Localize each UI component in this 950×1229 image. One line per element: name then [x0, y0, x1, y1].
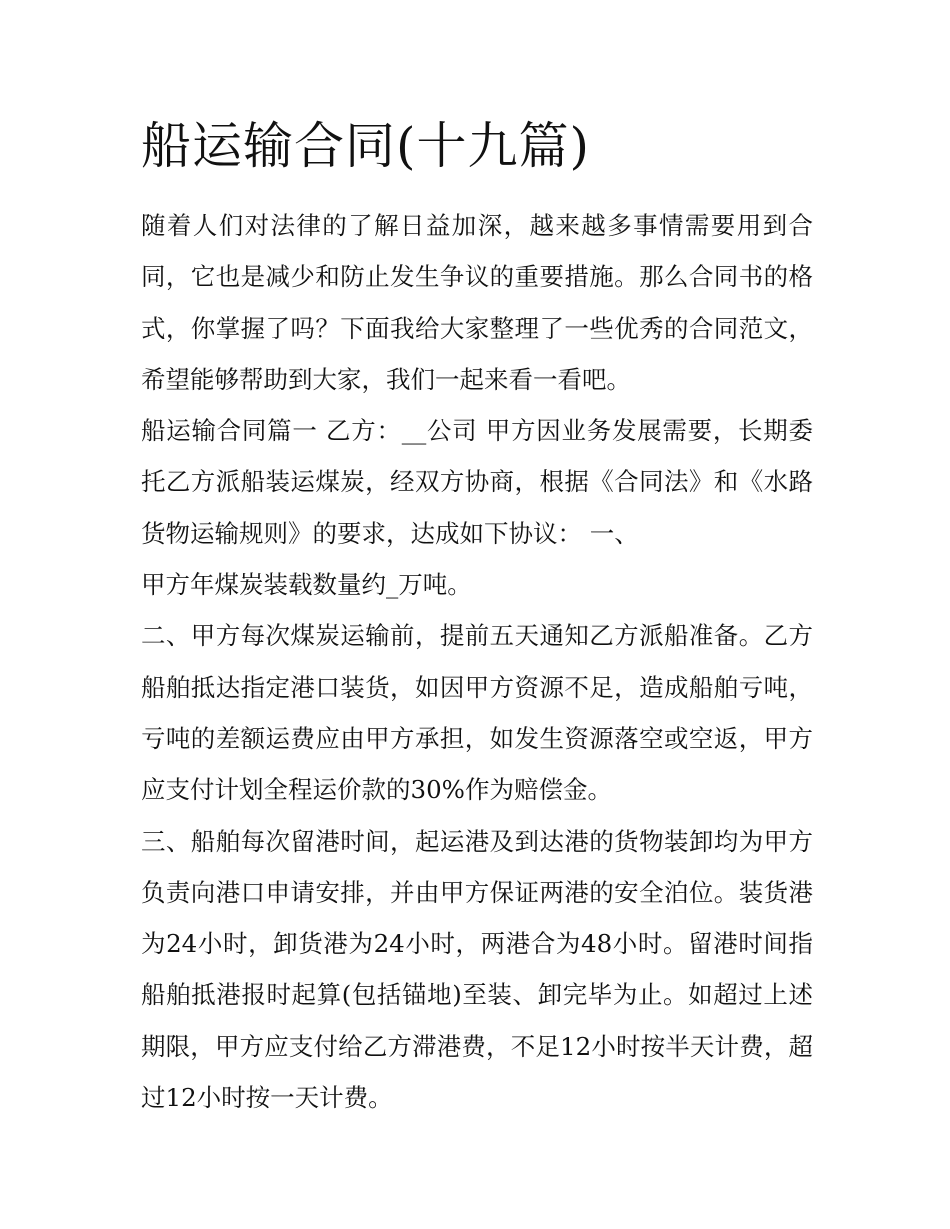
- document-title: 船运输合同(十九篇): [141, 117, 591, 175]
- paragraph-contract-opening: 船运输合同篇一 乙方：__公司 甲方因业务发展需要，长期委托乙方派船装运煤炭，经双方协商，根据《合同法》和《水路货物运输规则》的要求，达成如下协议： 一、: [141, 416, 813, 548]
- paragraph-clause-3: 三、船舶每次留港时间，起运港及到达港的货物装卸均为甲方负责向港口申请安排，并由甲方保证两港的安全泊位。装货港为24小时，卸货港为24小时，两港合为48小时。留港时间指船舶抵港报时起算(包括锚地)至装、卸完毕为止。如超过上述期限，甲方应支付给乙方滞港费，不足12小时按半天计费，超过12小时按一天计费。: [141, 826, 813, 1113]
- paragraph-clause-2: 二、甲方每次煤炭运输前，提前五天通知乙方派船准备。乙方船舶抵达指定港口装货，如因甲方资源不足，造成船舶亏吨，亏吨的差额运费应由甲方承担，如发生资源落空或空返，甲方应支付计划全程运价款的30%作为赔偿金。: [141, 621, 813, 805]
- paragraph-intro: 随着人们对法律的了解日益加深，越来越多事情需要用到合同，它也是减少和防止发生争议的重要措施。那么合同书的格式，你掌握了吗？下面我给大家整理了一些优秀的合同范文，希望能够帮助到大家，我们一起来看一看吧。: [141, 211, 813, 394]
- document-body: [141, 200, 813, 1123]
- paragraph-clause-1: 甲方年煤炭装载数量约_万吨。: [141, 570, 472, 600]
